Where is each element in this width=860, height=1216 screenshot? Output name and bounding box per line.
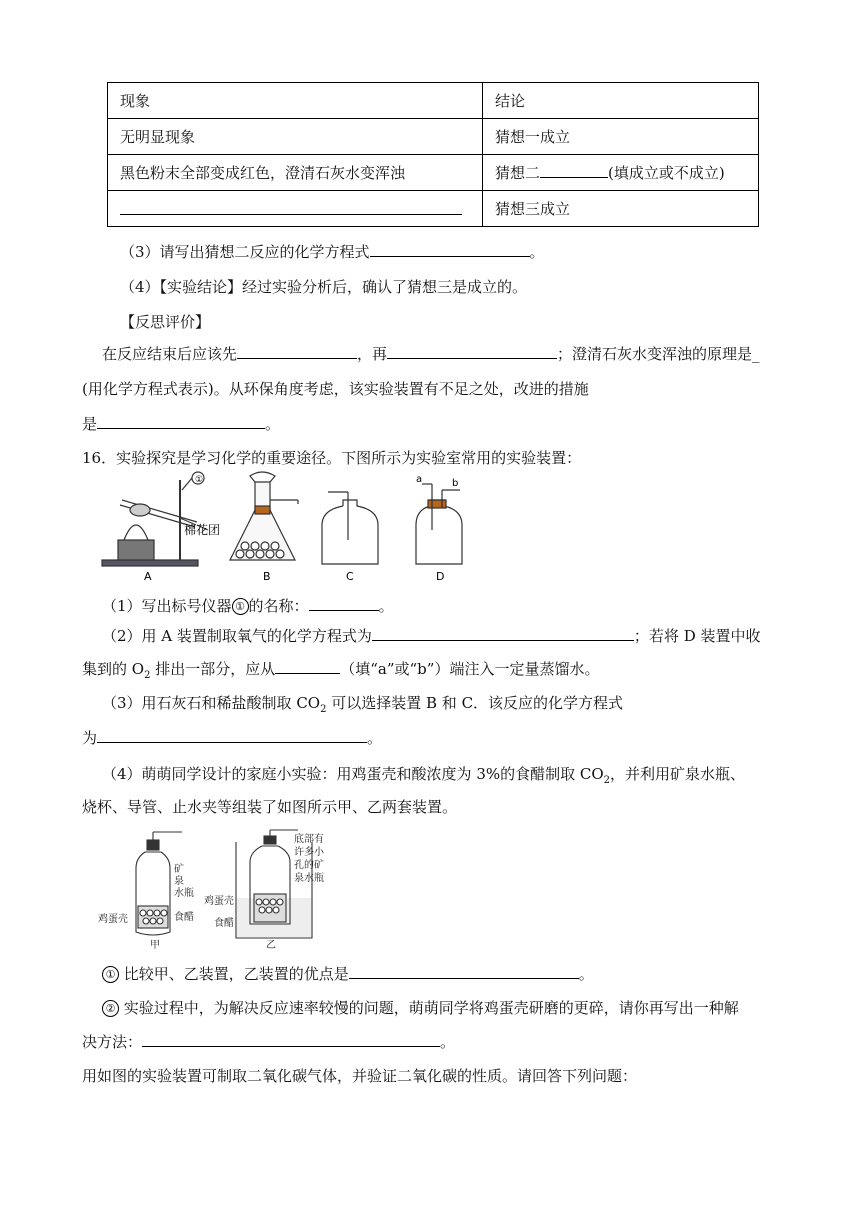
question-text: 是 bbox=[82, 415, 98, 433]
label-vinegar-yi: 食醋 bbox=[214, 918, 234, 929]
question-16-3 bbox=[102, 692, 623, 715]
answer-blank[interactable] bbox=[120, 199, 462, 215]
label-kuang: 矿 bbox=[174, 864, 184, 875]
label-jia: 甲 bbox=[150, 940, 160, 951]
table-header-conclusion: 结论 bbox=[483, 83, 759, 119]
question-text: ；若将 D 装置中收 bbox=[633, 627, 761, 645]
question-text: （1）写出标号仪器 bbox=[102, 597, 232, 615]
number-1-icon: ① bbox=[232, 598, 249, 615]
sub-question-2-cont bbox=[82, 1031, 455, 1052]
answer-blank[interactable] bbox=[142, 1031, 440, 1047]
sub-question-1 bbox=[102, 963, 594, 984]
table-row bbox=[108, 119, 759, 155]
answer-blank[interactable] bbox=[275, 658, 340, 674]
label-vinegar-jia: 食醋 bbox=[174, 912, 194, 923]
answer-blank[interactable] bbox=[349, 963, 579, 979]
table-cell-text: 猜想二 bbox=[495, 164, 541, 182]
burner-icon bbox=[118, 540, 154, 560]
question-3 bbox=[120, 241, 545, 262]
question-text: （4）萌萌同学设计的家庭小实验：用鸡蛋壳和酸浓度为 3%的食醋制取 CO bbox=[102, 765, 604, 783]
number-1-icon: ① bbox=[102, 966, 119, 983]
question-text: 。 bbox=[378, 597, 394, 615]
closing-line: 用如图的实验装置可制取二氧化碳气体，并验证二氧化碳的性质。请回答下列问题： bbox=[82, 1067, 638, 1085]
question-text: （2）用 A 装置制取氧气的化学方程式为 bbox=[102, 627, 372, 645]
table-cell bbox=[483, 155, 759, 191]
reflect-line-2: (用化学方程式表示)。从环保角度考虑，该实验装置有不足之处，改进的措施 bbox=[82, 380, 589, 398]
subscript: 2 bbox=[603, 775, 611, 786]
table-cell-hint: (填成立或不成立) bbox=[608, 164, 725, 182]
cotton-label: 棉花团 bbox=[184, 523, 221, 537]
question-text: 的名称： bbox=[248, 597, 309, 615]
note-line-2: 许多小 bbox=[294, 847, 324, 858]
question-text: 。 bbox=[265, 415, 281, 433]
question-text: ，再 bbox=[357, 345, 388, 363]
number-1-label: ① bbox=[195, 475, 204, 485]
answer-blank[interactable] bbox=[387, 343, 557, 359]
reflect-line-1 bbox=[102, 343, 760, 364]
label-a: A bbox=[144, 570, 152, 583]
port-b-label: b bbox=[452, 478, 459, 489]
label-shuiping: 水瓶 bbox=[174, 888, 194, 899]
question-text: 集到的 O bbox=[82, 660, 145, 678]
subscript: 2 bbox=[144, 670, 151, 681]
answer-blank[interactable] bbox=[97, 727, 367, 743]
answer-blank[interactable] bbox=[372, 625, 634, 641]
flame-icon bbox=[124, 525, 148, 540]
question-16-3-cont bbox=[82, 727, 382, 748]
reflect-line-3 bbox=[82, 413, 280, 434]
question-text: 为 bbox=[82, 729, 98, 747]
question-text: 。 bbox=[367, 729, 383, 747]
reflect-title: 【反思评价】 bbox=[120, 313, 211, 331]
question-text: 。 bbox=[578, 965, 594, 983]
question-text: _ bbox=[752, 345, 760, 363]
table-row bbox=[108, 155, 759, 191]
table-header-row bbox=[108, 83, 759, 119]
question-text: （3）用石灰石和稀盐酸制取 CO bbox=[102, 694, 321, 712]
port-a-label: a bbox=[416, 474, 423, 485]
label-b: B bbox=[263, 570, 271, 583]
label-quan: 泉 bbox=[174, 876, 184, 887]
table-cell: 黑色粉末全部变成红色，澄清石灰水变浑浊 bbox=[108, 155, 483, 191]
answer-blank[interactable] bbox=[309, 595, 379, 611]
bottle-setup-figure bbox=[98, 828, 328, 952]
answer-blank[interactable] bbox=[540, 162, 608, 178]
apparatus-figure bbox=[100, 470, 480, 586]
question-text: 可以选择装置 B 和 C．该反应的化学方程式 bbox=[326, 694, 624, 712]
label-yi: 乙 bbox=[266, 940, 276, 951]
question-text: 决方法： bbox=[82, 1033, 143, 1051]
question-text: 。 bbox=[440, 1033, 456, 1051]
question-text: ；澄清石灰水变浑浊的原理是 bbox=[557, 345, 753, 363]
note-line-1: 底部有 bbox=[294, 834, 324, 845]
question-16-1 bbox=[102, 595, 394, 616]
question-16-4-cont: 烧杯、导管、止水夹等组装了如图所示甲、乙两套装置。 bbox=[82, 798, 458, 816]
label-d: D bbox=[436, 570, 445, 583]
question-text: 。 bbox=[529, 243, 545, 261]
answer-blank[interactable] bbox=[370, 241, 530, 257]
label-c: C bbox=[346, 570, 354, 583]
label-eggshell-jia: 鸡蛋壳 bbox=[98, 914, 128, 925]
question-16-4 bbox=[102, 763, 745, 786]
question-text: ，并利用矿泉水瓶、 bbox=[610, 765, 746, 783]
question-text: 实验过程中，为解决反应速率较慢的问题，萌萌同学将鸡蛋壳研磨的更碎，请你再写出一种解 bbox=[119, 999, 739, 1017]
answer-blank[interactable] bbox=[97, 413, 265, 429]
question-text: 排出一部分，应从 bbox=[150, 660, 276, 678]
table-row bbox=[108, 191, 759, 227]
question-text: 在反应结束后应该先 bbox=[102, 345, 238, 363]
table-cell: 无明显现象 bbox=[108, 119, 483, 155]
table-header-phenomenon: 现象 bbox=[108, 83, 483, 119]
subscript: 2 bbox=[320, 704, 327, 715]
table-cell: 猜想三成立 bbox=[483, 191, 759, 227]
answer-blank[interactable] bbox=[237, 343, 357, 359]
question-4: （4）【实验结论】经过实验分析后，确认了猜想三是成立的。 bbox=[120, 278, 528, 296]
note-line-3: 孔的矿 bbox=[294, 860, 324, 871]
question-16-title: 16．实验探究是学习化学的重要途径。下图所示为实验室常用的实验装置： bbox=[82, 449, 582, 467]
question-16-2 bbox=[102, 625, 761, 646]
question-text: 比较甲、乙装置，乙装置的优点是 bbox=[119, 965, 349, 983]
table-cell bbox=[108, 191, 483, 227]
question-text: （3）请写出猜想二反应的化学方程式 bbox=[120, 243, 370, 261]
apparatus-a-base bbox=[102, 560, 198, 566]
table-cell: 猜想一成立 bbox=[483, 119, 759, 155]
sub-question-2 bbox=[102, 997, 739, 1018]
label-eggshell-yi: 鸡蛋壳 bbox=[204, 896, 234, 907]
question-16-2-cont bbox=[82, 658, 599, 681]
note-line-4: 泉水瓶 bbox=[294, 873, 324, 884]
observation-table bbox=[107, 82, 759, 227]
question-text: （填“a”或“b”）端注入一定量蒸馏水。 bbox=[340, 660, 600, 678]
number-2-icon: ② bbox=[102, 1000, 119, 1017]
